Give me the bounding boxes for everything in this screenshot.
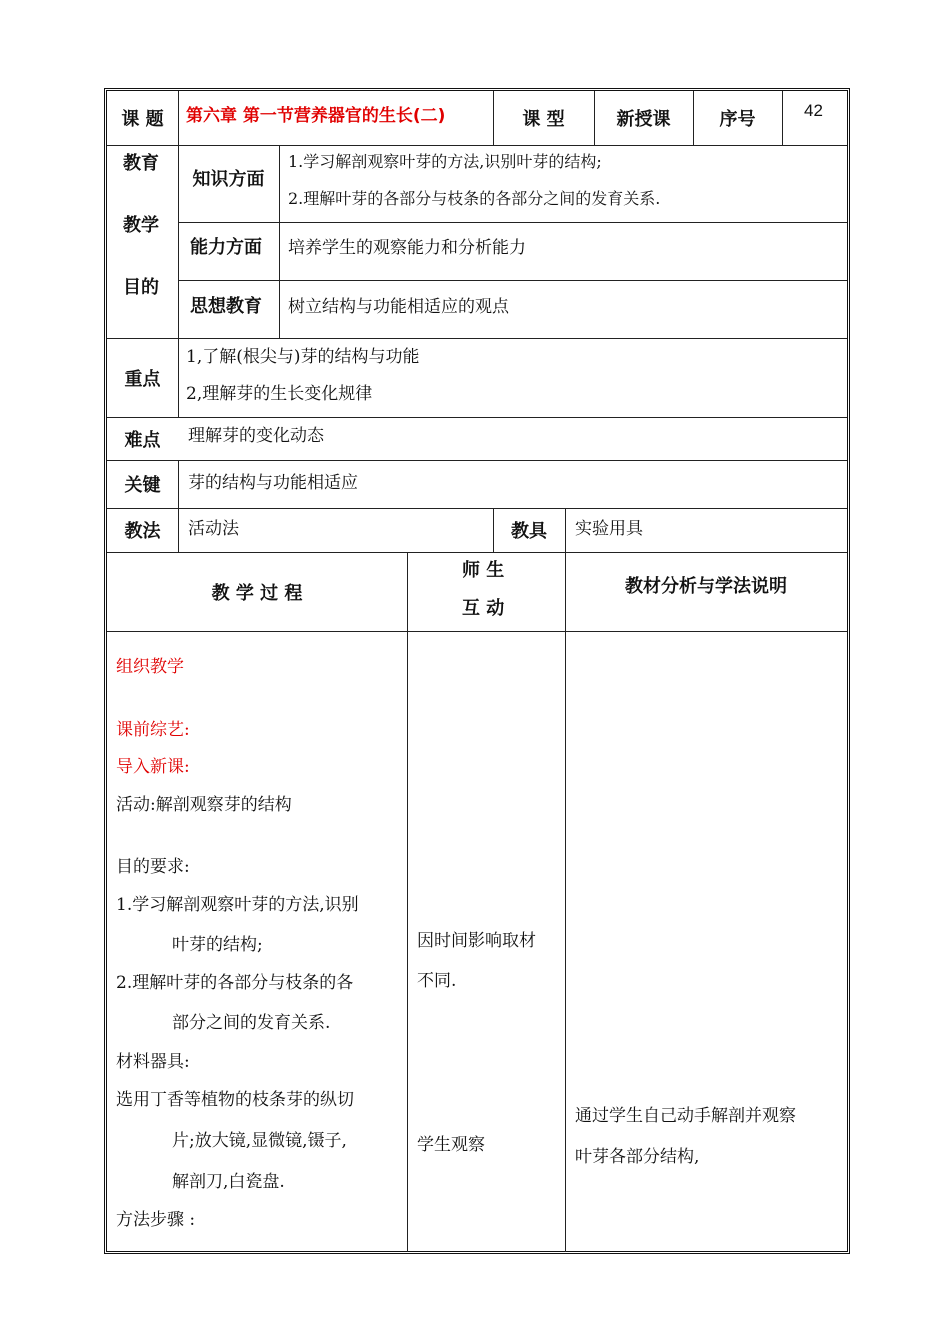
row-divider bbox=[107, 417, 847, 418]
row-divider bbox=[107, 631, 847, 632]
tools-value: 实验用具 bbox=[575, 519, 643, 539]
tools-label: 教具 bbox=[511, 521, 547, 542]
org-teaching: 组织教学 bbox=[116, 657, 184, 677]
col-divider bbox=[565, 508, 566, 1252]
col-divider bbox=[178, 91, 179, 418]
interaction-note-2: 学生观察 bbox=[417, 1135, 485, 1155]
intro-new-lesson: 导入新课: bbox=[116, 757, 190, 777]
method-label: 教法 bbox=[124, 521, 161, 542]
req-2-a: 2.理解叶芽的各部分与枝条的各 bbox=[116, 973, 354, 993]
materials-title: 材料器具: bbox=[116, 1052, 190, 1072]
knowledge-line-2: 2.理解叶芽的各部分与枝条的各部分之间的发育关系. bbox=[288, 189, 661, 208]
difficulty-label: 难点 bbox=[124, 429, 161, 451]
col-divider bbox=[279, 145, 280, 339]
key-line-1: 1,了解(根尖与)芽的结构与功能 bbox=[186, 347, 420, 367]
knowledge-line-1: 1.学习解剖观察叶芽的方法,识别叶芽的结构; bbox=[288, 152, 602, 171]
process-column-header: 教 学 过 程 bbox=[211, 582, 303, 604]
interaction-header-line-1: 师 生 bbox=[462, 560, 505, 581]
knowledge-label: 知识方面 bbox=[192, 168, 265, 190]
req-title: 目的要求: bbox=[116, 857, 190, 877]
key-line-2: 2,理解芽的生长变化规律 bbox=[186, 384, 373, 404]
key-label: 重点 bbox=[124, 368, 161, 390]
crux-label: 关键 bbox=[124, 475, 161, 496]
row-divider bbox=[107, 460, 847, 461]
crux-value: 芽的结构与功能相适应 bbox=[188, 473, 358, 493]
activity-line: 活动:解剖观察芽的结构 bbox=[116, 795, 292, 815]
row-divider bbox=[107, 338, 847, 339]
lesson-plan-table bbox=[104, 88, 850, 1254]
difficulty-value: 理解芽的变化动态 bbox=[188, 426, 324, 446]
analysis-line-b: 叶芽各部分结构, bbox=[575, 1147, 700, 1167]
req-1-a: 1.学习解剖观察叶芽的方法,识别 bbox=[116, 895, 359, 915]
analysis-line-a: 通过学生自己动手解剖并观察 bbox=[575, 1106, 796, 1126]
interaction-note-1b: 不同. bbox=[417, 971, 457, 991]
topic-value: 第六章 第一节营养器官的生长(二) bbox=[186, 106, 446, 126]
ideology-label: 思想教育 bbox=[190, 296, 262, 317]
col-divider bbox=[407, 552, 408, 1252]
goals-label-line-2: 教学 bbox=[123, 215, 159, 236]
type-value: 新授课 bbox=[616, 109, 671, 130]
method-value: 活动法 bbox=[188, 519, 239, 539]
col-divider bbox=[178, 460, 179, 553]
col-divider bbox=[782, 91, 783, 146]
req-1-b: 叶芽的结构; bbox=[172, 935, 263, 955]
interaction-header-line-2: 互 动 bbox=[462, 598, 505, 619]
type-label: 课 型 bbox=[522, 109, 565, 130]
ideology-value: 树立结构与功能相适应的观点 bbox=[288, 297, 509, 317]
materials-b: 片;放大镜,显微镜,镊子, bbox=[172, 1131, 347, 1151]
topic-label: 课 题 bbox=[121, 109, 164, 130]
analysis-column-header: 教材分析与学法说明 bbox=[625, 575, 787, 597]
ability-value: 培养学生的观察能力和分析能力 bbox=[288, 238, 526, 258]
materials-c: 解剖刀,白瓷盘. bbox=[172, 1172, 285, 1192]
req-2-b: 部分之间的发育关系. bbox=[172, 1013, 331, 1033]
goals-label-line-3: 目的 bbox=[123, 277, 159, 298]
steps-title: 方法步骤 : bbox=[116, 1210, 196, 1230]
seq-label: 序号 bbox=[719, 109, 756, 130]
seq-value: 42 bbox=[804, 101, 823, 120]
ability-label: 能力方面 bbox=[190, 237, 262, 258]
pre-class: 课前综艺: bbox=[116, 720, 190, 740]
materials-a: 选用丁香等植物的枝条芽的纵切 bbox=[116, 1090, 354, 1110]
goals-label-line-1: 教育 bbox=[123, 153, 159, 174]
interaction-note-1a: 因时间影响取材 bbox=[417, 931, 536, 951]
row-divider bbox=[107, 508, 847, 509]
